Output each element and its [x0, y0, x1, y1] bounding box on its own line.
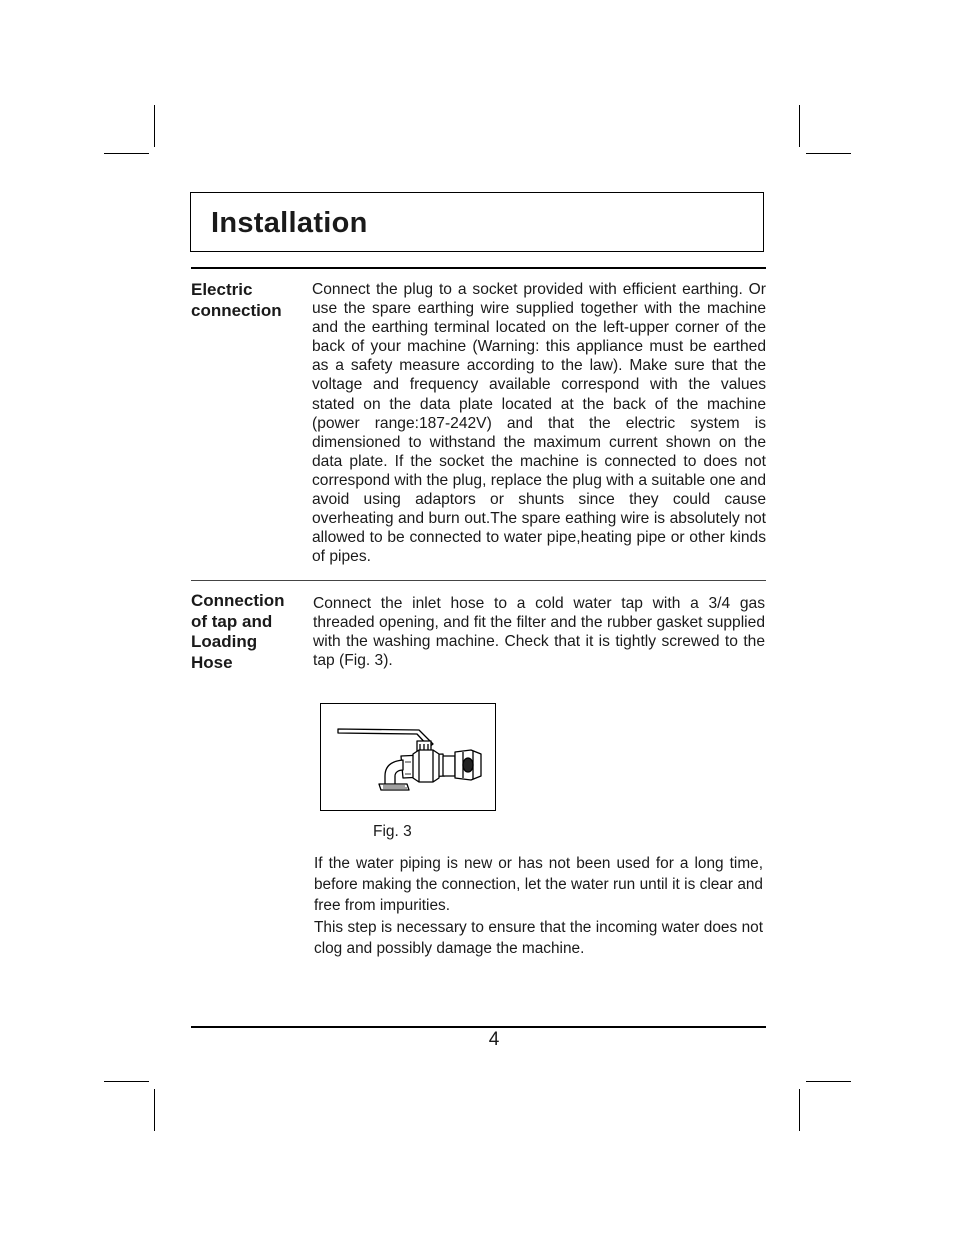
crop-mark-bottom-left-horizontal — [104, 1081, 149, 1082]
section-divider-middle — [191, 580, 766, 581]
tap-connection-paragraph: Connect the inlet hose to a cold water tap with a 3/4 gas threaded opening, and fit the filter and the rubber gasket supplied with the washing machine. Check that it is tightly screwed to the tap (Fig. 3). — [313, 595, 765, 670]
tap-connection-text — [313, 594, 765, 670]
electric-connection-paragraph: Connect the plug to a socket provided with efficient earthing. Or use the spare earthing wire supplied together with the machine and the earthing terminal located on the left-upper corner of the back of your machine (Warning: this appliance must be earthed as a safety measure according to the law). Make sure that the voltage and frequency available correspond with the values stated on the data plate located at the back of the machine (power range:187-242V) and that the electric system is dimensioned to withstand the maximum current shown on the data plate. If the socket the machine is connected to does not correspond with the plug, replace the plug with a suitable one and avoid using adaptors or shunts since they could cause overheating and burn out.The spare eathing wire is absolutely not allowed to be connected to water pipe,heating pipe or other kinds of pipes. — [312, 281, 766, 566]
crop-mark-top-left-horizontal — [104, 153, 149, 154]
section-label-line: Loading — [191, 632, 258, 651]
crop-mark-top-right-horizontal — [806, 153, 851, 154]
water-piping-note-paragraph-1: If the water piping is new or has not been used for a long time, before making the connection, let the water run until it is clear and free from impurities. — [314, 855, 763, 915]
electric-connection-text — [312, 280, 766, 566]
section-divider-top — [191, 267, 766, 269]
crop-mark-top-left-vertical — [154, 105, 155, 147]
crop-mark-bottom-left-vertical — [154, 1089, 155, 1131]
title-box — [190, 192, 764, 252]
section-label-electric — [191, 280, 306, 321]
figure-caption: Fig. 3 — [373, 823, 412, 840]
section-label-line: Electric — [191, 280, 253, 299]
section-label-tap — [191, 591, 306, 673]
section-label-line: of tap and — [191, 611, 273, 631]
section-label-line: Hose — [191, 652, 233, 672]
figure-3-frame — [320, 703, 496, 811]
water-piping-note-paragraph-2: This step is necessary to ensure that the incoming water does not clog and possibly damage the machine. — [314, 918, 763, 957]
section-label-line: connection — [191, 300, 282, 320]
water-tap-illustration — [321, 704, 495, 810]
page-title: Installation — [211, 207, 368, 239]
page-number: 4 — [488, 1029, 500, 1050]
footer-divider — [191, 1026, 766, 1028]
crop-mark-bottom-right-horizontal — [806, 1081, 851, 1082]
water-piping-note — [314, 853, 763, 959]
crop-mark-bottom-right-vertical — [799, 1089, 800, 1131]
crop-mark-top-right-vertical — [799, 105, 800, 147]
section-label-line: Connection — [191, 591, 285, 610]
